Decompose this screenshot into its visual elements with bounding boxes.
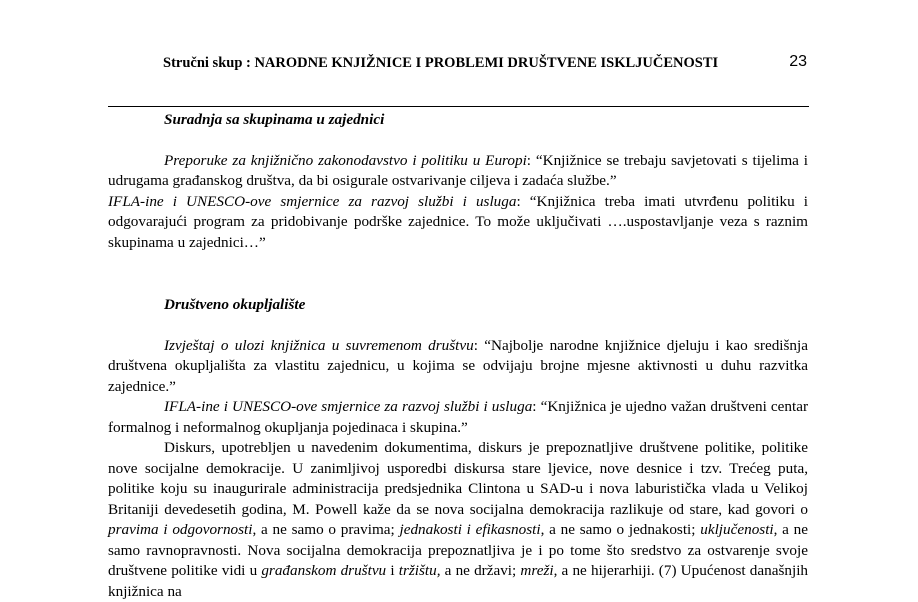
paragraph-diskurs — [108, 438, 808, 602]
paragraph-preporuke — [108, 151, 808, 192]
body-text: , a ne samo ravnopravnosti. Nova socijalna demokracija prepoznatljiva je i po tome što sredstvo za ostvarenje svoje društvene politike vidi u — [108, 521, 809, 579]
page-number: 23 — [789, 53, 807, 70]
citation-source: Preporuke za knjižnično zakonodavstvo i politiku u Europi — [164, 151, 527, 169]
header-rule — [108, 106, 809, 107]
paragraph-izvjestaj — [108, 336, 808, 398]
quote-text: : “Knjižnica je ujedno važan društveni centar formalnog i neformalnog okupljanja pojedinaca i skupina.” — [108, 398, 808, 436]
emphasis-text: tržištu, — [398, 562, 441, 579]
emphasis-text: mreži — [520, 562, 554, 579]
body-text: , a ne hijerarhiji. (7) Upućenost današnjih knjižnica na — [108, 562, 809, 600]
quote-text: : “Najbolje narodne knjižnice djeluju i kao središnja društvena okupljališta za vlastitu zajednicu, u kojima se odvijaju brojne mjesne aktivnosti u duhu razvitka zajednice.” — [108, 336, 808, 395]
citation-source: IFLA-ine i UNESCO-ove smjernice za razvoj službi i usluga — [108, 192, 517, 210]
citation-source: IFLA-ine i UNESCO-ove smjernice za razvoj službi i usluga — [164, 398, 533, 415]
spacer — [108, 131, 808, 151]
header-title: Stručni skup : NARODNE KNJIŽNICE I PROBLEMI DRUŠTVENE ISKLJUČENOSTI — [163, 55, 719, 71]
section-heading-okupljaliste: Društveno okupljalište — [164, 296, 306, 313]
emphasis-text: jednakosti i efikasnosti — [399, 521, 541, 538]
paragraph-ifla-suradnja — [108, 192, 808, 254]
body-text: Diskurs, upotrebljen u navedenim dokumentima, diskurs je prepoznatljive društvene politike, politike nove socijalne demokracije. U zanimljivoj usporedbi diskursa stare ljevice, nove desnice i tzv. Trećeg puta, politike koju su inaugurirale administracija predsjednika Clintona u SAD-u i nova laburistička vlada u Velikoj Britaniji devedesetih godina, M. Powell kaže da se nova socijalna demokracija razlikuje od stare, kad govori o — [108, 439, 808, 518]
page-header — [163, 52, 813, 76]
paragraph-ifla-okupljaliste — [108, 397, 808, 438]
document-body — [108, 110, 808, 602]
quote-text: : “Knjižnica treba imati utvrđenu politiku i odgovarajući program za pridobivanje podrške zajednice. To može uključivati ….uspostavljanje veza s raznim skupinama u zajednici…” — [108, 192, 809, 251]
body-text: , a ne samo o pravima; — [252, 521, 400, 538]
body-text: a ne državi; — [440, 562, 521, 579]
emphasis-text: uključenosti — [700, 521, 774, 538]
spacer — [108, 316, 808, 336]
emphasis-text: pravima i odgovornosti — [108, 521, 253, 538]
spacer — [108, 253, 808, 295]
quote-text: : “Knjižnice se trebaju savjetovati s tijelima i udrugama građanskog društva, da bi osigurale ostvarivanje ciljeva i zadaća službe.” — [108, 151, 808, 189]
body-text: , a ne samo o jednakosti; — [540, 521, 701, 538]
emphasis-text: građanskom društvu — [261, 562, 387, 579]
section-heading-suradnja: Suradnja sa skupinama u zajednici — [164, 111, 385, 128]
citation-source: Izvještaj o ulozi knjižnica u suvremenom društvu — [164, 336, 474, 354]
body-text: i — [386, 562, 399, 579]
